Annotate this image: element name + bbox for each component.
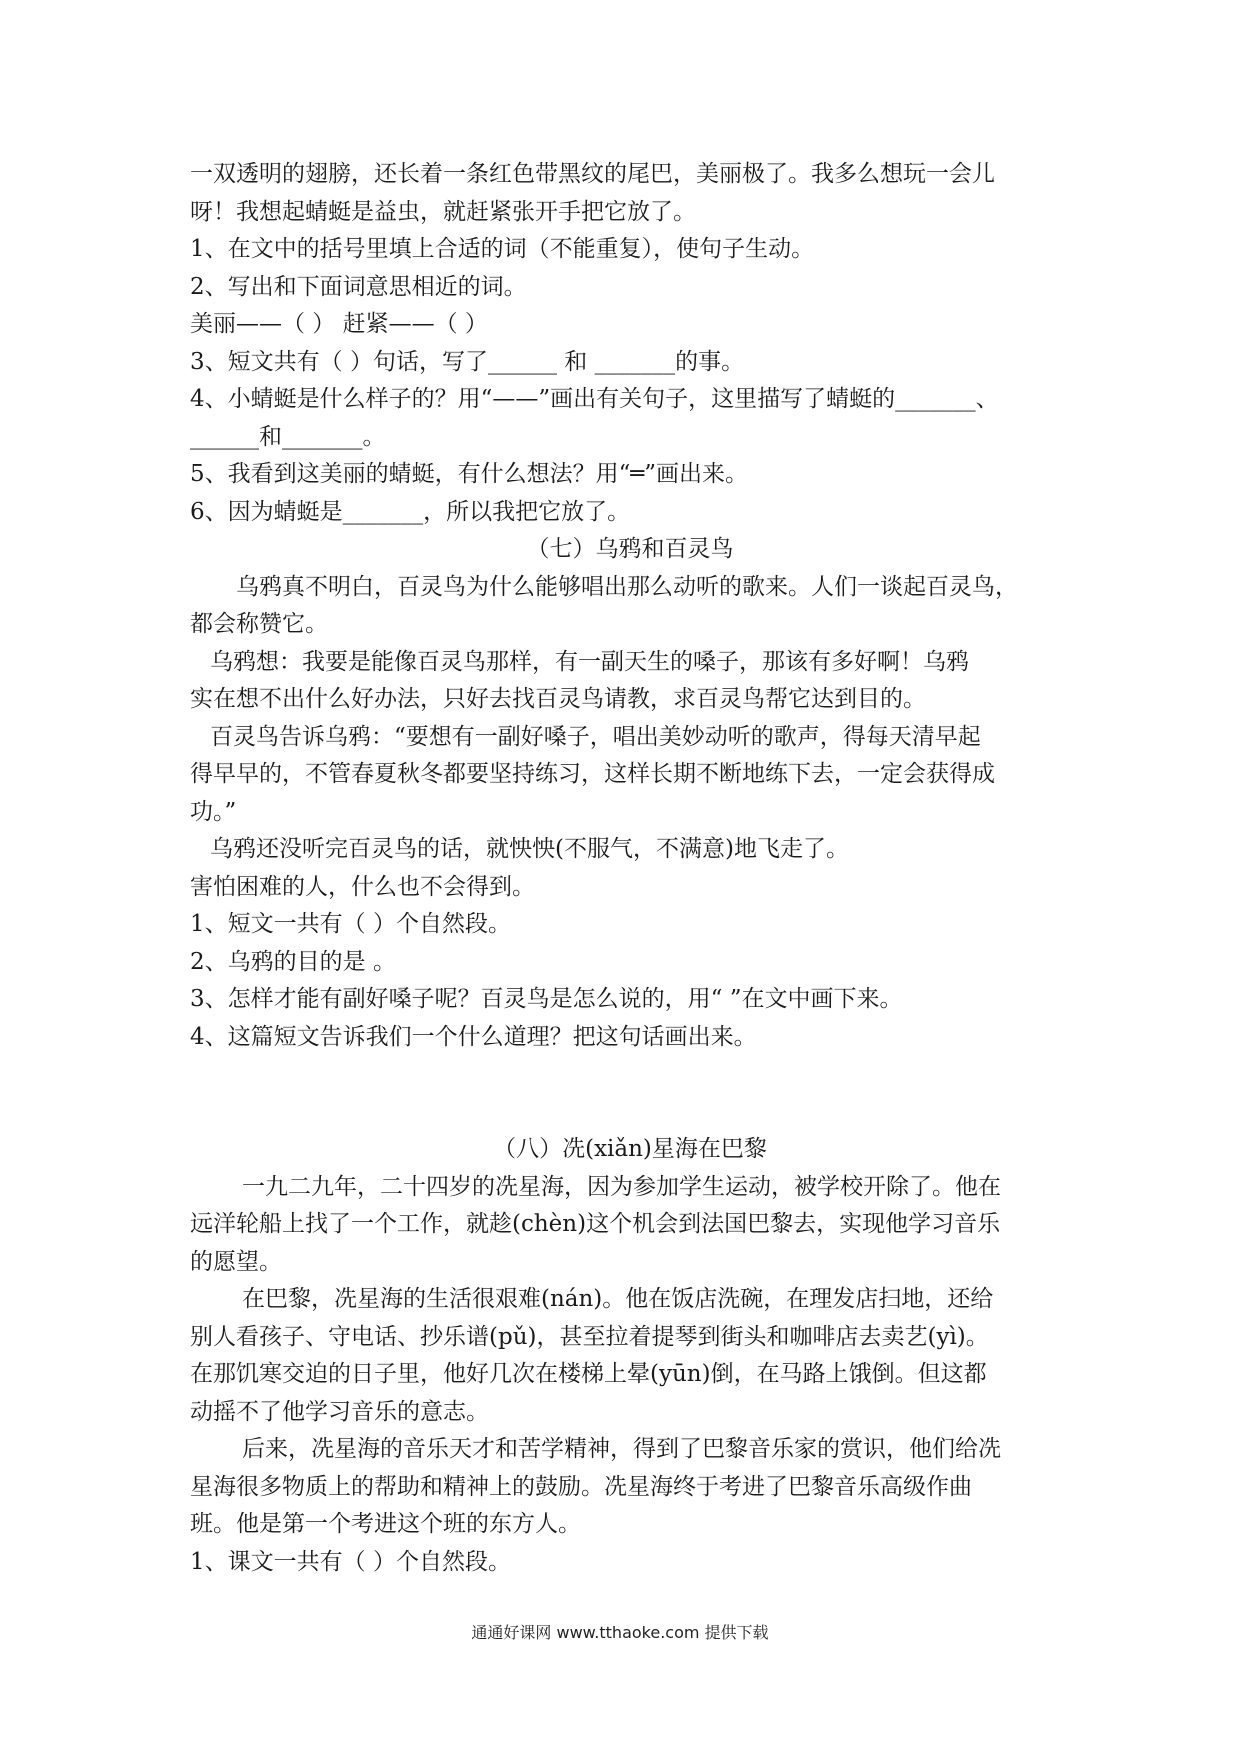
spacer bbox=[190, 1056, 1070, 1131]
question-3: 3、短文共有（ ）句话，写了______ 和 _______的事。 bbox=[190, 348, 745, 375]
passage-line: 班。他是第一个考进这个班的东方人。 bbox=[190, 1511, 581, 1537]
question-5: 5、我看到这美丽的蜻蜓，有什么想法？用“═”画出来。 bbox=[190, 461, 748, 487]
passage-line: 实在想不出什么好办法，只好去找百灵鸟请教，求百灵鸟帮它达到目的。 bbox=[190, 686, 926, 712]
question-1: 1、在文中的括号里填上合适的词（不能重复），使句子生动。 bbox=[190, 236, 815, 262]
passage-line: 后来，冼星海的音乐天才和苦学精神，得到了巴黎音乐家的赏识，他们给冼 bbox=[242, 1436, 1001, 1462]
passage-line: 乌鸦真不明白，百灵鸟为什么能够唱出那么动听的歌来。人们一谈起百灵鸟， bbox=[236, 573, 1018, 600]
passage-line: 呀！我想起蜻蜓是益虫，就赶紧张开手把它放了。 bbox=[190, 198, 696, 225]
footer-credit: 通通好课网 www.tthaoke.com 提供下载 bbox=[471, 1623, 769, 1642]
passage-line: 乌鸦想：我要是能像百灵鸟那样，有一副天生的嗓子，那该有多好啊！乌鸦 bbox=[210, 648, 969, 675]
passage-line: 星海很多物质上的帮助和精神上的鼓励。冼星海终于考进了巴黎音乐高级作曲 bbox=[190, 1473, 972, 1500]
question-2: 2、乌鸦的目的是 。 bbox=[190, 948, 396, 975]
passage-line: 功。” bbox=[190, 798, 237, 825]
passage-line: 得早早的，不管春夏秋冬都要坚持练习，这样长期不断地练下去，一定会获得成 bbox=[190, 761, 995, 787]
passage-line: 一九二九年，二十四岁的冼星海，因为参加学生运动，被学校开除了。他在 bbox=[242, 1173, 1001, 1200]
question-1: 1、短文一共有（ ）个自然段。 bbox=[190, 911, 511, 937]
passage-line: 在那饥寒交迫的日子里，他好几次在楼梯上晕(yūn)倒，在马路上饿倒。但这都 bbox=[190, 1361, 987, 1387]
question-6: 6、因为蜻蜓是_______，所以我把它放了。 bbox=[190, 498, 631, 525]
passage-line: 远洋轮船上找了一个工作，就趁(chèn)这个机会到法国巴黎去，实现他学习音乐 bbox=[190, 1211, 1001, 1237]
passage-line: 动摇不了他学习音乐的意志。 bbox=[190, 1398, 489, 1425]
passage-line: 都会称赞它。 bbox=[190, 611, 328, 637]
passage-line: 百灵鸟告诉乌鸦：“要想有一副好嗓子，唱出美妙动听的歌声，得每天清早起 bbox=[210, 723, 981, 750]
question-3: 3、怎样才能有副好嗓子呢？百灵鸟是怎么说的，用“ ”在文中画下来。 bbox=[190, 986, 903, 1012]
passage-line: 害怕困难的人，什么也不会得到。 bbox=[190, 873, 535, 900]
passage-line: 的愿望。 bbox=[190, 1248, 282, 1275]
passage-line: 在巴黎，冼星海的生活很艰难(nán)。他在饭店洗碗，在理发店扫地，还给 bbox=[242, 1286, 994, 1312]
passage-line: 别人看孩子、守电话、抄乐谱(pǔ)，甚至拉着提琴到街头和咖啡店去卖艺(yì)。 bbox=[190, 1323, 989, 1350]
passage-line: 乌鸦还没听完百灵鸟的话，就怏怏(不服气，不满意)地飞走了。 bbox=[210, 836, 849, 862]
question-2-blanks: 美丽——（ ） 赶紧——（ ） bbox=[190, 311, 488, 337]
passage-line: 一双透明的翅膀，还长着一条红色带黑纹的尾巴，美丽极了。我多么想玩一会儿 bbox=[190, 161, 995, 187]
section-7-title: （七）乌鸦和百灵鸟 bbox=[526, 536, 734, 562]
section-8-title: （八）冼(xiǎn)星海在巴黎 bbox=[493, 1136, 767, 1162]
question-1: 1、课文一共有（ ）个自然段。 bbox=[190, 1548, 511, 1575]
question-4: 4、这篇短文告诉我们一个什么道理？把这句话画出来。 bbox=[190, 1023, 757, 1050]
section-6-tail bbox=[190, 156, 1070, 1581]
question-4-cont: ______和_______。 bbox=[190, 423, 386, 450]
question-4: 4、小蜻蜓是什么样子的？用“——”画出有关句子，这里描写了蜻蜓的_______、 bbox=[190, 386, 999, 412]
question-2: 2、写出和下面词意思相近的词。 bbox=[190, 273, 527, 300]
